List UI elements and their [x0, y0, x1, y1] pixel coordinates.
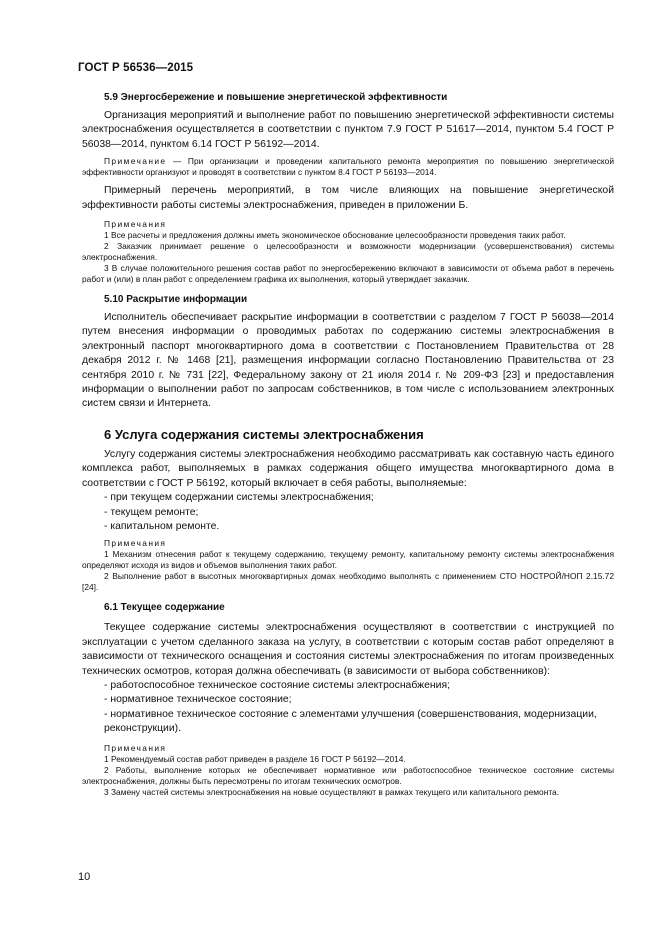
section-6-note-item: 1 Механизм отнесения работ к текущему содержанию, текущему ремонту, капитальному ремонту системы электроснабжения определяют исходя из видов и объемов выполнения таких работ.: [82, 549, 614, 571]
section-6-1-note-item: 1 Рекомендуемый состав работ приведен в разделе 16 ГОСТ Р 56192—2014.: [104, 753, 406, 764]
section-6-heading: 6 Услуга содержания системы электроснабжения: [104, 426, 424, 442]
list-item: - работоспособное техническое состояние системы электроснабжения;: [104, 679, 450, 691]
list-item: - капитальном ремонте.: [104, 520, 220, 532]
page-content: [82, 91, 614, 798]
section-6-1-paragraph-1: Текущее содержание системы электроснабжения осуществляют в соответствии с инструкцией по эксплуатации с учетом сделанного заказа на услугу, в соответствии с которым состав работ определяют в зависимости от технического оснащения и состояния системы электроснабжения по итогам произведенных технических осмотров, которая должна обеспечивать (в зависимости от выбора собственников):: [82, 622, 614, 677]
section-6-1-heading: 6.1 Текущее содержание: [104, 602, 225, 614]
list-item: - текущем ремонте;: [104, 506, 199, 518]
section-6-paragraph-1: Услугу содержания системы электроснабжения необходимо рассматривать как составную часть единого комплекса работ, выполняемых в рамках содержания общего имущества многоквартирного дома в соответствии с ГОСТ Р 56192, который включает в себя работы, выполняемые:: [82, 448, 614, 489]
section-6-1-note-item: 3 Замену частей системы электроснабжения на новые осуществляют в рамках текущего или капитального ремонта.: [104, 786, 560, 797]
section-6-1-note-item: 2 Работы, выполнение которых не обеспечивает нормативное или работоспособное техническое состояние системы электроснабжения, должны быть пересмотрены по итогам технических осмотров.: [82, 764, 614, 786]
section-5-9-note: [82, 156, 614, 178]
list-item: - нормативное техническое состояние;: [104, 694, 292, 706]
document-header: ГОСТ Р 56536—2015: [78, 62, 194, 74]
section-6-1-notes-title: Примечания: [104, 742, 167, 753]
list-item: - нормативное техническое состояние с элементами улучшения (совершенствования, модернизации, реконструкции).: [104, 708, 597, 735]
section-5-9-paragraph-1: Организация мероприятий и выполнение работ по повышению энергетической эффективности системы электроснабжения осуществляется в соответствии с пунктом 7.9 ГОСТ Р 51617—2014, пунктом 5.4 ГОСТ Р 56038—2014, пунктом 6.14 ГОСТ Р 56192—2014.: [82, 110, 614, 150]
section-5-10-heading: 5.10 Раскрытие информации: [104, 294, 248, 306]
section-6-note-item: 2 Выполнение работ в высотных многоквартирных домах необходимо выполнять с применением СТО НОСТРОЙ/НОП 2.15.72 [24].: [82, 571, 614, 593]
page-number: 10: [78, 871, 91, 883]
section-6-notes-title: Примечания: [104, 538, 167, 549]
section-5-9-note-item: 1 Все расчеты и предложения должны иметь экономическое обоснование целесообразности проведения таких работ.: [104, 230, 566, 241]
section-5-9-note-item: 3 В случае положительного решения состав работ по энергосбережению включают в зависимости от объема работ в перечень работ и (или) в план работ с определением графика их выполнения, который утверждает заказчик.: [82, 263, 614, 285]
section-5-9-heading: 5.9 Энергосбережение и повышение энергетической эффективности: [104, 92, 448, 103]
list-item: - при текущем содержании системы электроснабжения;: [104, 492, 374, 504]
section-5-10-paragraph-1: Исполнитель обеспечивает раскрытие информации в соответствии с разделом 7 ГОСТ Р 56038—2014 путем внесения информации о проводимых работах по содержанию системы электроснабжения в электронный паспорт многоквартирного дома в соответствии с Постановлением Правительства от 28 декабря 2012 г. № 1468 [21], размещения информации согласно Постановлению Правительства от 23 сентября 2010 г. № 731 [22], Федеральному закону от 21 июля 2014 г. № 209-ФЗ [23] и предоставления информации о выполнении работ по запросам собственников, в том числе с использованием электронных систем связи и Интернета.: [82, 312, 614, 410]
note-label: Примечание: [104, 156, 167, 167]
section-5-9-paragraph-2: Примерный перечень мероприятий, в том числе влияющих на повышение энергетической эффективности работы системы электроснабжения, приведен в приложении Б.: [82, 185, 614, 211]
section-5-9-note-item: 2 Заказчик принимает решение о целесообразности и возможности модернизации (усовершенствования) системы электроснабжения.: [82, 241, 614, 263]
note-text: — При организации и проведении капитального ремонта мероприятия по повышению энергетической эффективности организуют и проводят в соответствии с пунктом 8.4 ГОСТ Р 56193—2014.: [82, 156, 614, 178]
section-5-9-notes-title: Примечания: [104, 219, 167, 230]
